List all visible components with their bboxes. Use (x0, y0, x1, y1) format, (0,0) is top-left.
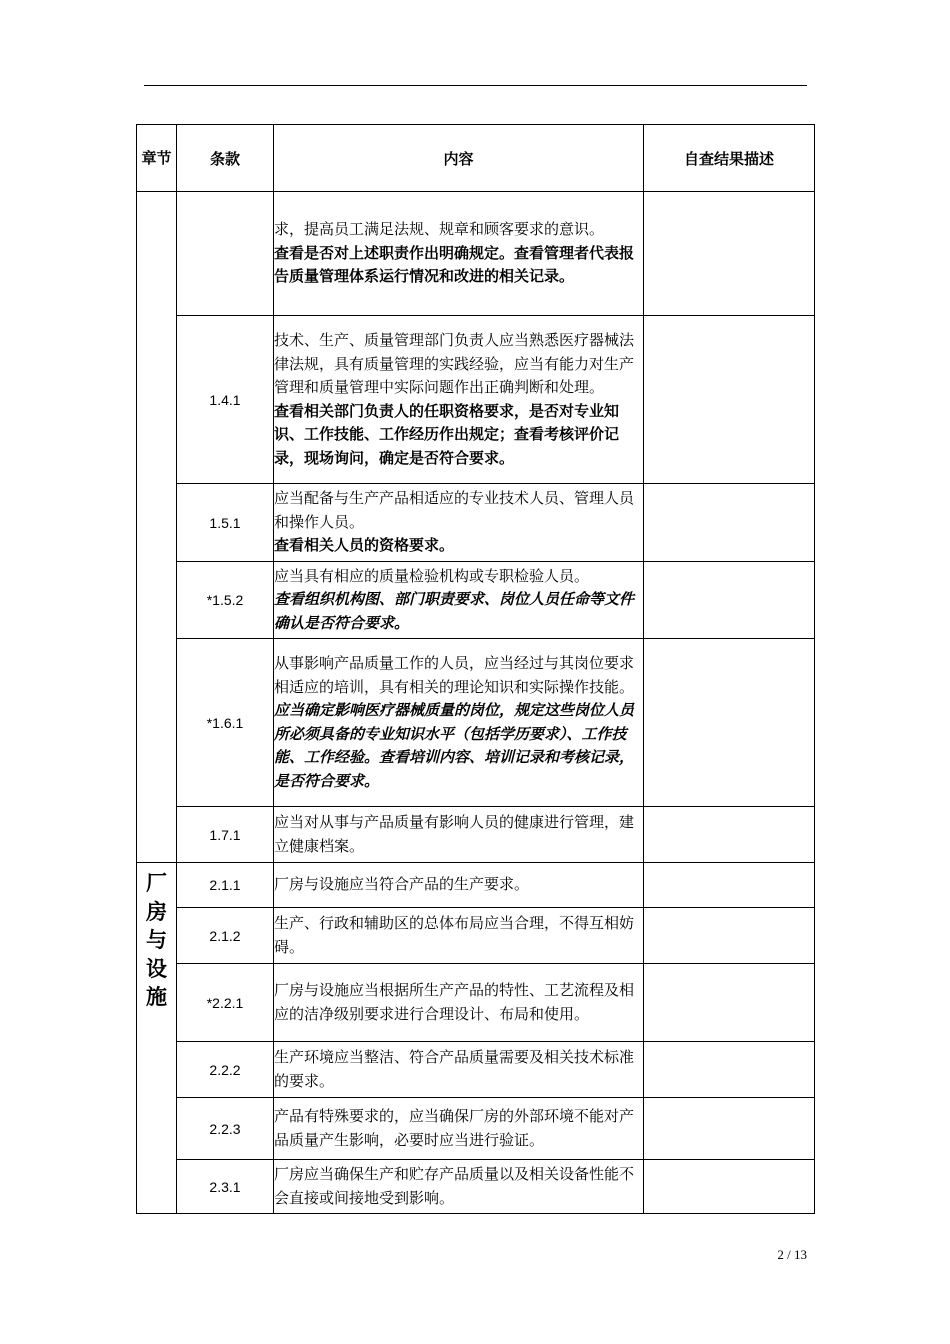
requirement-text: 从事影响产品质量工作的人员，应当经过与其岗位要求相适应的培训，具有相关的理论知识和实际操作技能。 (274, 654, 635, 696)
content-cell (274, 964, 644, 1042)
content-cell (274, 192, 644, 316)
requirement-text: 求，提高员工满足法规、规章和顾客要求的意识。 (274, 220, 605, 239)
clause-cell: 2.1.2 (177, 908, 274, 964)
content-cell (274, 863, 644, 908)
table-body (137, 192, 815, 1214)
result-cell[interactable] (644, 1098, 815, 1160)
inspection-method-text: 查看相关人员的资格要求。 (274, 536, 455, 555)
header-result: 自查结果描述 (644, 125, 815, 192)
clause-cell: *2.2.1 (177, 964, 274, 1042)
content-cell (274, 807, 644, 863)
result-cell[interactable] (644, 1042, 815, 1098)
requirement-text: 产品有特殊要求的，应当确保厂房的外部环境不能对产品质量产生影响，必要时应当进行验证。 (274, 1107, 635, 1149)
clause-cell: 2.1.1 (177, 863, 274, 908)
result-cell[interactable] (644, 484, 815, 562)
inspection-method-text: 查看相关部门负责人的任职资格要求，是否对专业知识、工作技能、工作经历作出规定；查看考核评价记录，现场询问，确定是否符合要求。 (274, 401, 620, 467)
clause-cell: 2.3.1 (177, 1160, 274, 1214)
page-number: 2 / 13 (777, 1247, 807, 1262)
inspection-method-text: 查看组织机构图、部门职责要求、岗位人员任命等文件确认是否符合要求。 (274, 590, 635, 632)
content-cell (274, 316, 644, 484)
clause-cell: 2.2.2 (177, 1042, 274, 1098)
inspection-method-text: 应当确定影响医疗器械质量的岗位，规定这些岗位人员所必须具备的专业知识水平（包括学历要求）、工作技能、工作经验。查看培训内容、培训记录和考核记录，是否符合要求。 (274, 701, 635, 790)
clause-cell (177, 192, 274, 316)
requirement-text: 厂房与设施应当符合产品的生产要求。 (274, 875, 530, 894)
chapter-cell (137, 863, 177, 1214)
table-row (137, 484, 815, 562)
result-cell[interactable] (644, 807, 815, 863)
result-cell[interactable] (644, 562, 815, 639)
self-check-table (136, 124, 815, 1214)
content-cell (274, 908, 644, 964)
table-row (137, 192, 815, 316)
clause-cell: 2.2.3 (177, 1098, 274, 1160)
result-cell[interactable] (644, 964, 815, 1042)
header-chapter-label: 章节 (141, 149, 172, 167)
content-cell (274, 562, 644, 639)
header-rule (144, 85, 807, 86)
requirement-text: 应当具有相应的质量检验机构或专职检验人员。 (274, 566, 590, 585)
result-cell[interactable] (644, 863, 815, 908)
header-content: 内容 (274, 125, 644, 192)
result-cell[interactable] (644, 316, 815, 484)
table-row (137, 964, 815, 1042)
content-cell (274, 1042, 644, 1098)
inspection-method-text: 查看是否对上述职责作出明确规定。查看管理者代表报告质量管理体系运行情况和改进的相关记录。 (274, 243, 635, 286)
content-cell (274, 1160, 644, 1214)
requirement-text: 生产、行政和辅助区的总体布局应当合理，不得互相妨碍。 (274, 914, 635, 956)
requirement-text: 技术、生产、质量管理部门负责人应当熟悉医疗器械法律法规，具有质量管理的实践经验，应当有能力对生产管理和质量管理中实际问题作出正确判断和处理。 (274, 331, 635, 396)
content-cell (274, 639, 644, 807)
table-row (137, 639, 815, 807)
chapter-title: 厂 房 与 设 施 (146, 871, 167, 1009)
content-cell (274, 1098, 644, 1160)
table-row (137, 562, 815, 639)
table-row (137, 863, 815, 908)
clause-cell: *1.5.2 (177, 562, 274, 639)
table-row (137, 908, 815, 964)
requirement-text: 应当配备与生产产品相适应的专业技术人员、管理人员和操作人员。 (274, 489, 635, 531)
clause-cell: 1.7.1 (177, 807, 274, 863)
result-cell[interactable] (644, 908, 815, 964)
table-row (137, 807, 815, 863)
requirement-text: 厂房与设施应当根据所生产产品的特性、工艺流程及相应的洁净级别要求进行合理设计、布局和使用。 (274, 981, 635, 1023)
header-chapter (137, 125, 177, 192)
clause-cell: 1.4.1 (177, 316, 274, 484)
result-cell[interactable] (644, 1160, 815, 1214)
table-header-row (137, 125, 815, 192)
requirement-text: 生产环境应当整洁、符合产品质量需要及相关技术标准的要求。 (274, 1048, 635, 1090)
clause-cell: 1.5.1 (177, 484, 274, 562)
table-row (137, 1160, 815, 1214)
table-row (137, 1042, 815, 1098)
requirement-text: 厂房应当确保生产和贮存产品质量以及相关设备性能不会直接或间接地受到影响。 (274, 1165, 635, 1207)
header-clause: 条款 (177, 125, 274, 192)
result-cell[interactable] (644, 639, 815, 807)
chapter-cell (137, 192, 177, 863)
content-cell (274, 484, 644, 562)
table-row (137, 316, 815, 484)
clause-cell: *1.6.1 (177, 639, 274, 807)
result-cell[interactable] (644, 192, 815, 316)
table-row (137, 1098, 815, 1160)
requirement-text: 应当对从事与产品质量有影响人员的健康进行管理，建立健康档案。 (274, 813, 635, 855)
